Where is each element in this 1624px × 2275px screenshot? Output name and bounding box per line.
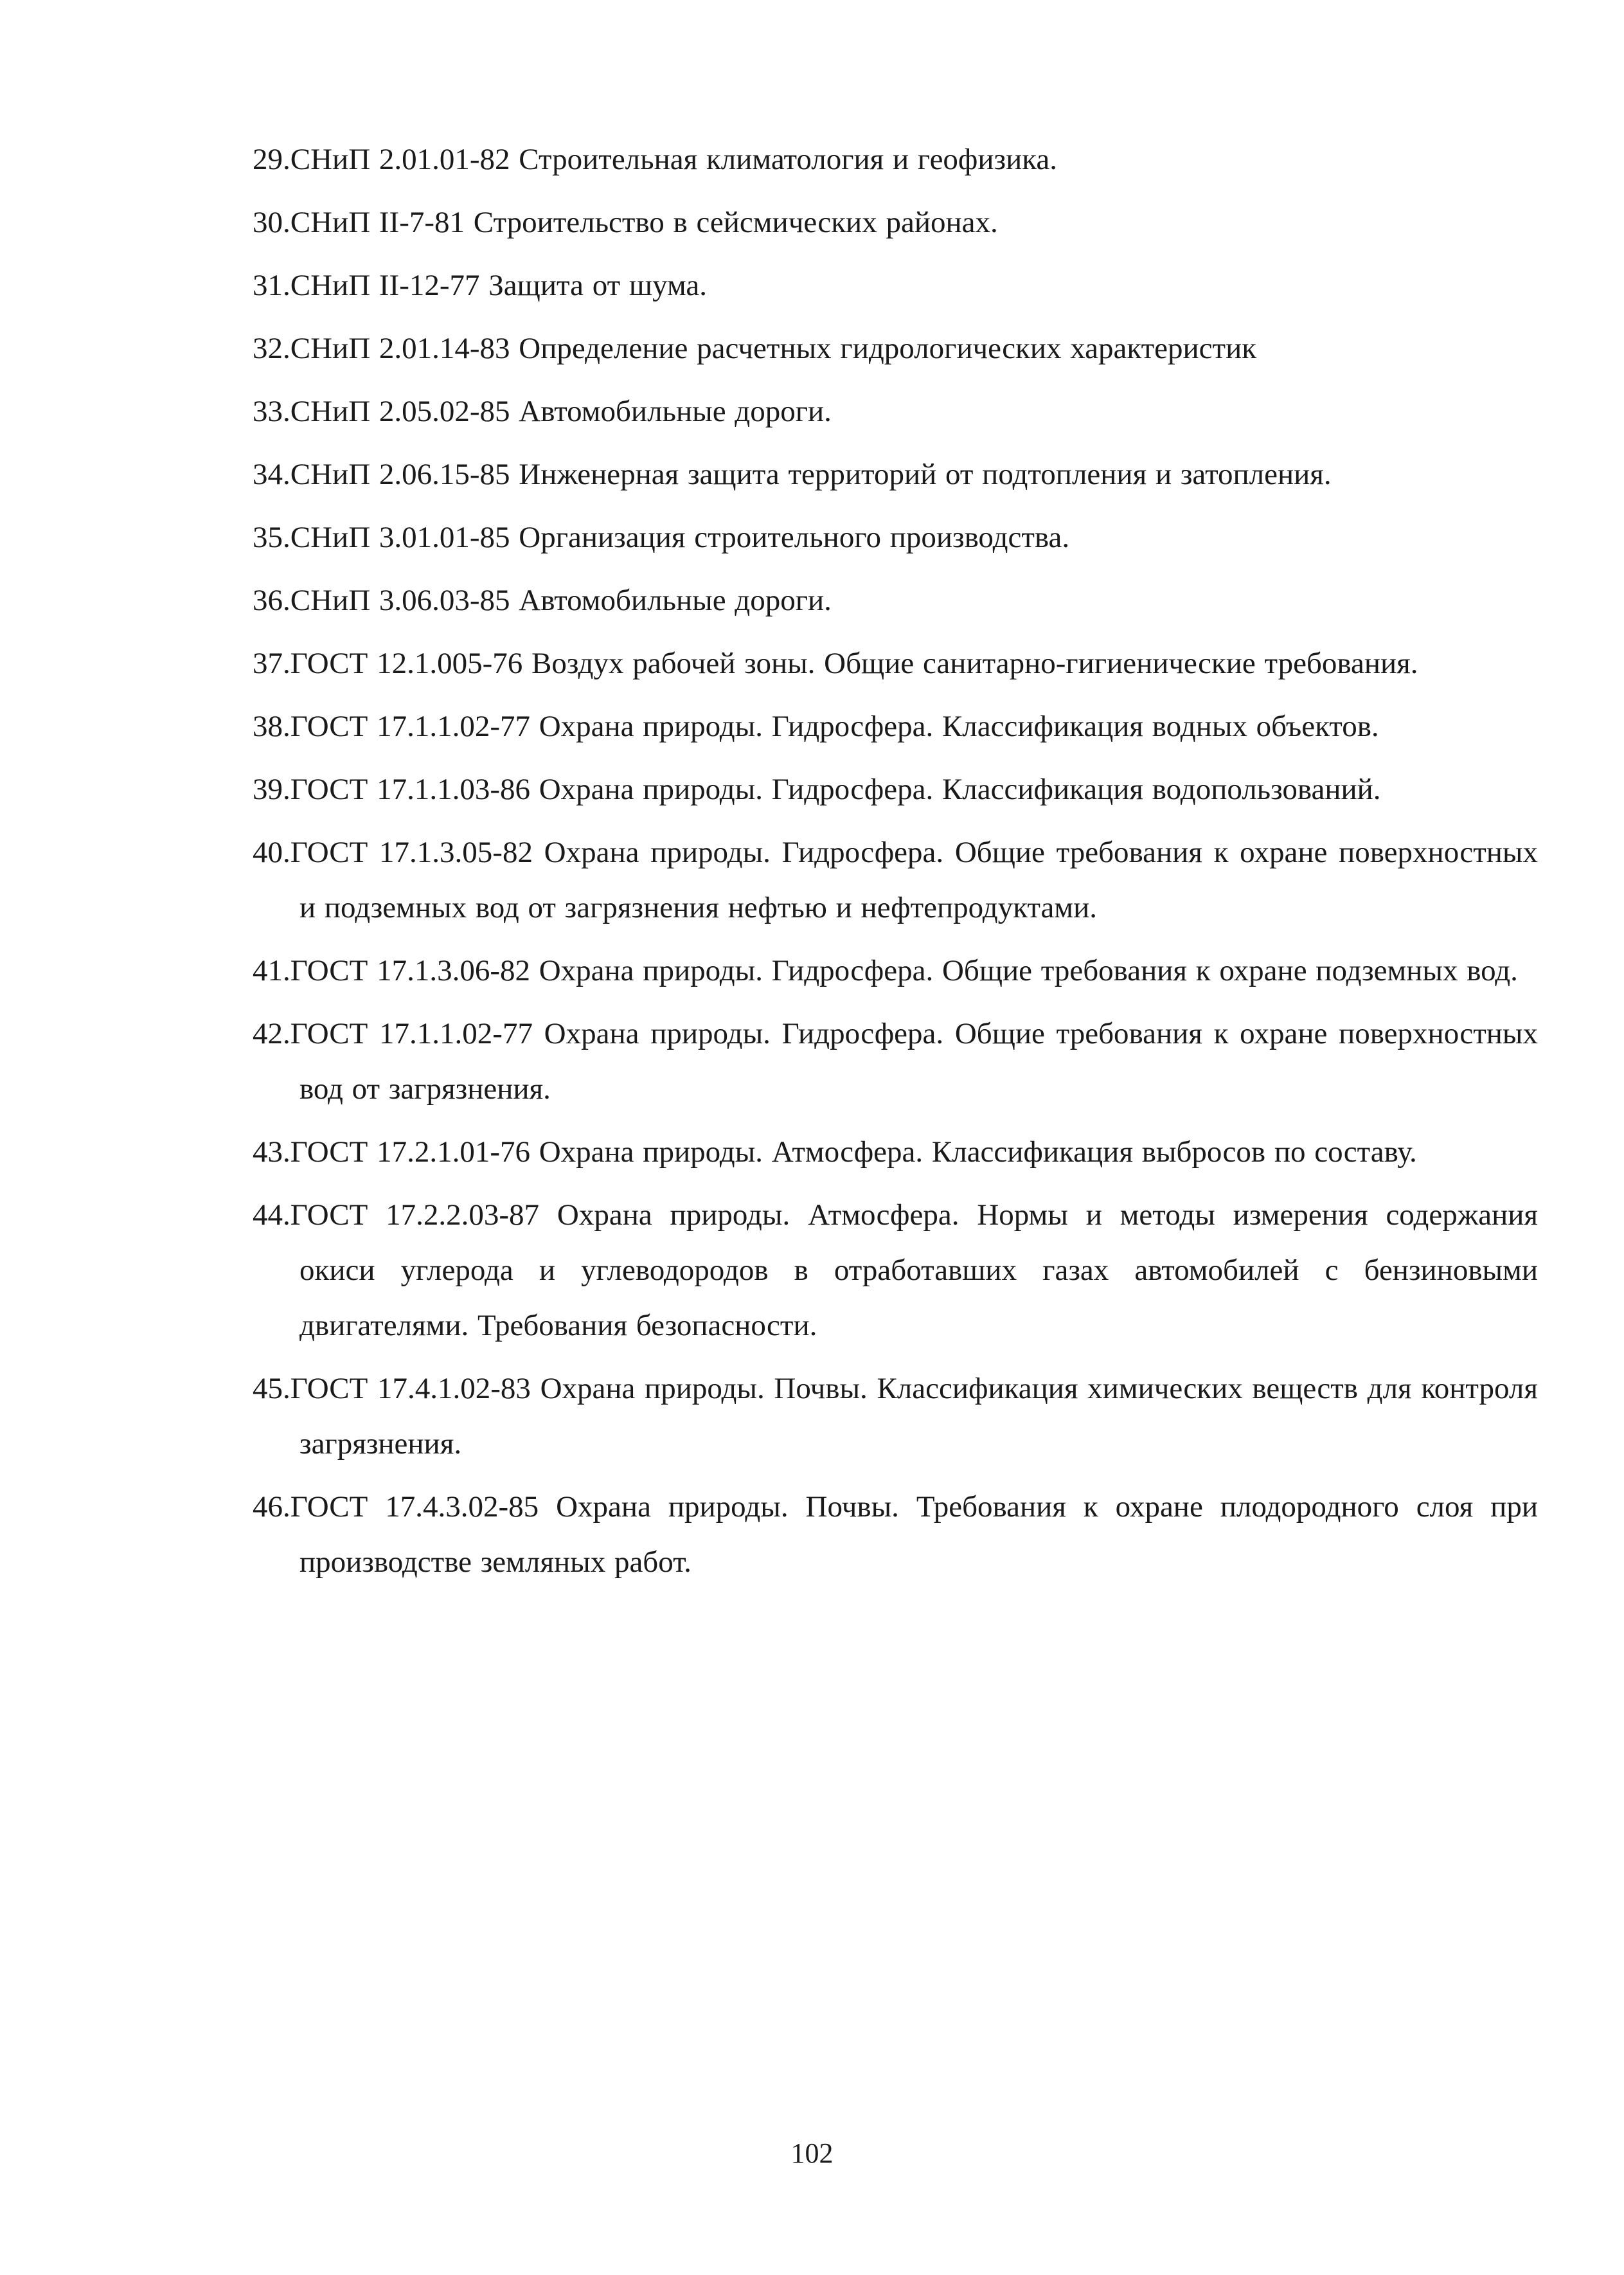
reference-item-46 (253, 1479, 1538, 1590)
reference-number: 30. (253, 206, 290, 239)
reference-number: 29. (253, 143, 290, 176)
reference-item-41 (253, 943, 1538, 998)
reference-text: СНиП 3.06.03-85 Автомобильные дороги. (290, 584, 832, 617)
reference-number: 40. (253, 836, 290, 869)
reference-text: ГОСТ 17.4.1.02-83 Охрана природы. Почвы. Классификация химических веществ для контроля загрязнения. (290, 1372, 1538, 1461)
reference-text: ГОСТ 17.2.1.01-76 Охрана природы. Атмосфера. Классификация выбросов по составу. (290, 1135, 1417, 1169)
reference-number: 32. (253, 332, 290, 365)
reference-text: ГОСТ 17.1.1.03-86 Охрана природы. Гидросфера. Классификация водопользований. (290, 773, 1381, 806)
reference-item-45 (253, 1361, 1538, 1471)
reference-text: СНиП 2.01.01-82 Строительная климатология и геофизика. (290, 143, 1057, 176)
reference-number: 44. (253, 1198, 290, 1232)
page-number: 102 (790, 2137, 834, 2169)
reference-item-43 (253, 1124, 1538, 1180)
reference-text: СНиП 3.01.01-85 Организация строительного производства. (290, 521, 1070, 554)
reference-number: 39. (253, 773, 290, 806)
reference-number: 35. (253, 521, 290, 554)
reference-text: ГОСТ 17.4.3.02-85 Охрана природы. Почвы. Требования к охране плодородного слоя при производстве земляных работ. (290, 1490, 1538, 1579)
reference-text: СНиП 2.01.14-83 Определение расчетных гидрологических характеристик (290, 332, 1257, 365)
reference-number: 45. (253, 1372, 290, 1405)
reference-item-30 (253, 195, 1538, 250)
reference-number: 41. (253, 954, 290, 987)
reference-text: ГОСТ 17.1.1.02-77 Охрана природы. Гидросфера. Классификация водных объектов. (290, 710, 1379, 743)
reference-number: 33. (253, 395, 290, 428)
reference-text: ГОСТ 17.1.1.02-77 Охрана природы. Гидросфера. Общие требования к охране поверхностных вод от загрязнения. (290, 1017, 1538, 1106)
reference-text: ГОСТ 17.1.3.06-82 Охрана природы. Гидросфера. Общие требования к охране подземных вод. (290, 954, 1518, 987)
reference-number: 31. (253, 269, 290, 302)
reference-number: 34. (253, 458, 290, 491)
reference-item-32 (253, 321, 1538, 376)
reference-item-42 (253, 1006, 1538, 1117)
reference-number: 42. (253, 1017, 290, 1050)
reference-list (253, 132, 1538, 1597)
reference-item-34 (253, 447, 1538, 502)
reference-number: 46. (253, 1490, 290, 1524)
reference-item-39 (253, 762, 1538, 817)
reference-number: 37. (253, 647, 290, 680)
reference-number: 43. (253, 1135, 290, 1169)
reference-item-37 (253, 636, 1538, 691)
reference-item-38 (253, 699, 1538, 754)
reference-item-33 (253, 384, 1538, 439)
reference-text: СНиП II-12-77 Защита от шума. (290, 269, 707, 302)
reference-text: СНиП 2.05.02-85 Автомобильные дороги. (290, 395, 832, 428)
reference-item-29 (253, 132, 1538, 187)
reference-text: СНиП II-7-81 Строительство в сейсмических районах. (290, 206, 998, 239)
reference-item-40 (253, 825, 1538, 935)
reference-item-35 (253, 510, 1538, 565)
reference-text: СНиП 2.06.15-85 Инженерная защита территорий от подтопления и затопления. (290, 458, 1332, 491)
reference-text: ГОСТ 17.2.2.03-87 Охрана природы. Атмосфера. Нормы и методы измерения содержания окиси углерода и углеводородов в отработавших газах автомобилей с бензиновыми двигателями. Требования безопасности. (290, 1198, 1538, 1342)
reference-item-31 (253, 258, 1538, 313)
reference-number: 36. (253, 584, 290, 617)
reference-number: 38. (253, 710, 290, 743)
reference-text: ГОСТ 17.1.3.05-82 Охрана природы. Гидросфера. Общие требования к охране поверхностных и подземных вод от загрязнения нефтью и нефтепродуктами. (290, 836, 1538, 924)
reference-text: ГОСТ 12.1.005-76 Воздух рабочей зоны. Общие санитарно-гигиенические требования. (290, 647, 1418, 680)
reference-item-36 (253, 573, 1538, 628)
reference-item-44 (253, 1187, 1538, 1353)
